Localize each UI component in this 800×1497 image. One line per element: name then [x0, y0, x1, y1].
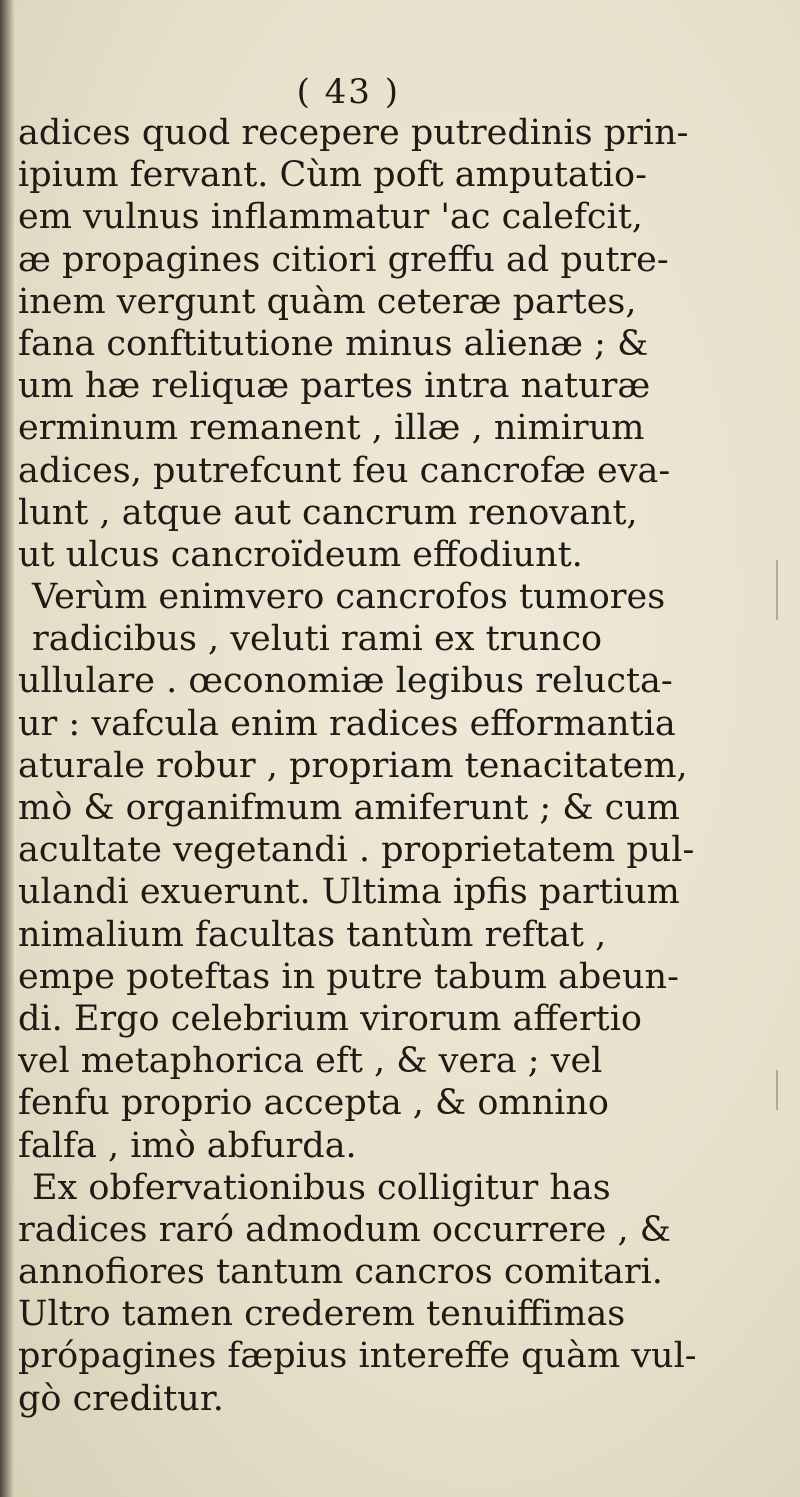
text-line: um hæ reliquæ partes intra naturæ	[18, 366, 651, 407]
text-line: adices quod recepere putredinis prin-	[18, 113, 689, 153]
text-line: própagines fæpius intereffe quàm vul-	[18, 1336, 697, 1377]
text-line: erminum remanent , illæ , nimirum	[18, 408, 645, 449]
text-line: di. Ergo celebrium virorum affertio	[18, 998, 643, 1039]
text-line: fenfu proprio accepta , & omnino	[18, 1083, 609, 1124]
text-line: ut ulcus cancroïdeum effodiunt.	[18, 534, 583, 575]
text-line: fana conftitutione minus alienæ ; &	[18, 323, 649, 364]
text-line: acultate vegetandi . proprietatem pul-	[18, 830, 695, 871]
text-line: annofiores tantum cancros comitari.	[18, 1252, 663, 1293]
text-line: ur : vafcula enim radices efformantia	[18, 703, 676, 744]
text-line: inem vergunt quàm ceteræ partes,	[18, 281, 637, 322]
text-line: gò creditur.	[18, 1378, 224, 1419]
text-line: æ propagines citiori greffu ad putre-	[18, 239, 669, 280]
text-line: mò & organifmum amiferunt ; & cum	[18, 788, 680, 828]
text-line: adices, putrefcunt feu cancrofæ eva-	[18, 450, 671, 491]
text-line: nimalium facultas tantùm reftat ,	[18, 914, 607, 955]
text-line: ipium fervant. Cùm poft amputatio-	[18, 155, 647, 196]
text-line: Verùm enimvero cancrofos tumores	[32, 577, 666, 618]
text-line: ullulare . œconomiæ legibus relucta-	[18, 661, 673, 702]
text-line: Ultro tamen crederem tenuiffimas	[18, 1294, 626, 1335]
text-line: ulandi exuerunt. Ultima ipfis partium	[18, 872, 680, 913]
text-line: Ex obfervationibus colligitur has	[32, 1167, 611, 1208]
text-line: falfa , imò abfurda.	[18, 1125, 357, 1166]
text-line: radices raró admodum occurrere , &	[18, 1209, 671, 1250]
page-number: ( 43 )	[296, 72, 400, 112]
text-line: empe poteftas in putre tabum abeun-	[18, 956, 679, 997]
text-line: lunt , atque aut cancrum renovant,	[18, 492, 638, 533]
page-gutter	[0, 0, 14, 1497]
body-text	[18, 112, 788, 1420]
text-line: em vulnus inflammatur 'ac calefcit,	[18, 197, 643, 238]
text-line: radicibus , veluti rami ex trunco	[32, 619, 603, 660]
text-line: aturale robur , propriam tenacitatem,	[18, 745, 688, 786]
text-line: vel metaphorica eft , & vera ; vel	[18, 1041, 603, 1082]
